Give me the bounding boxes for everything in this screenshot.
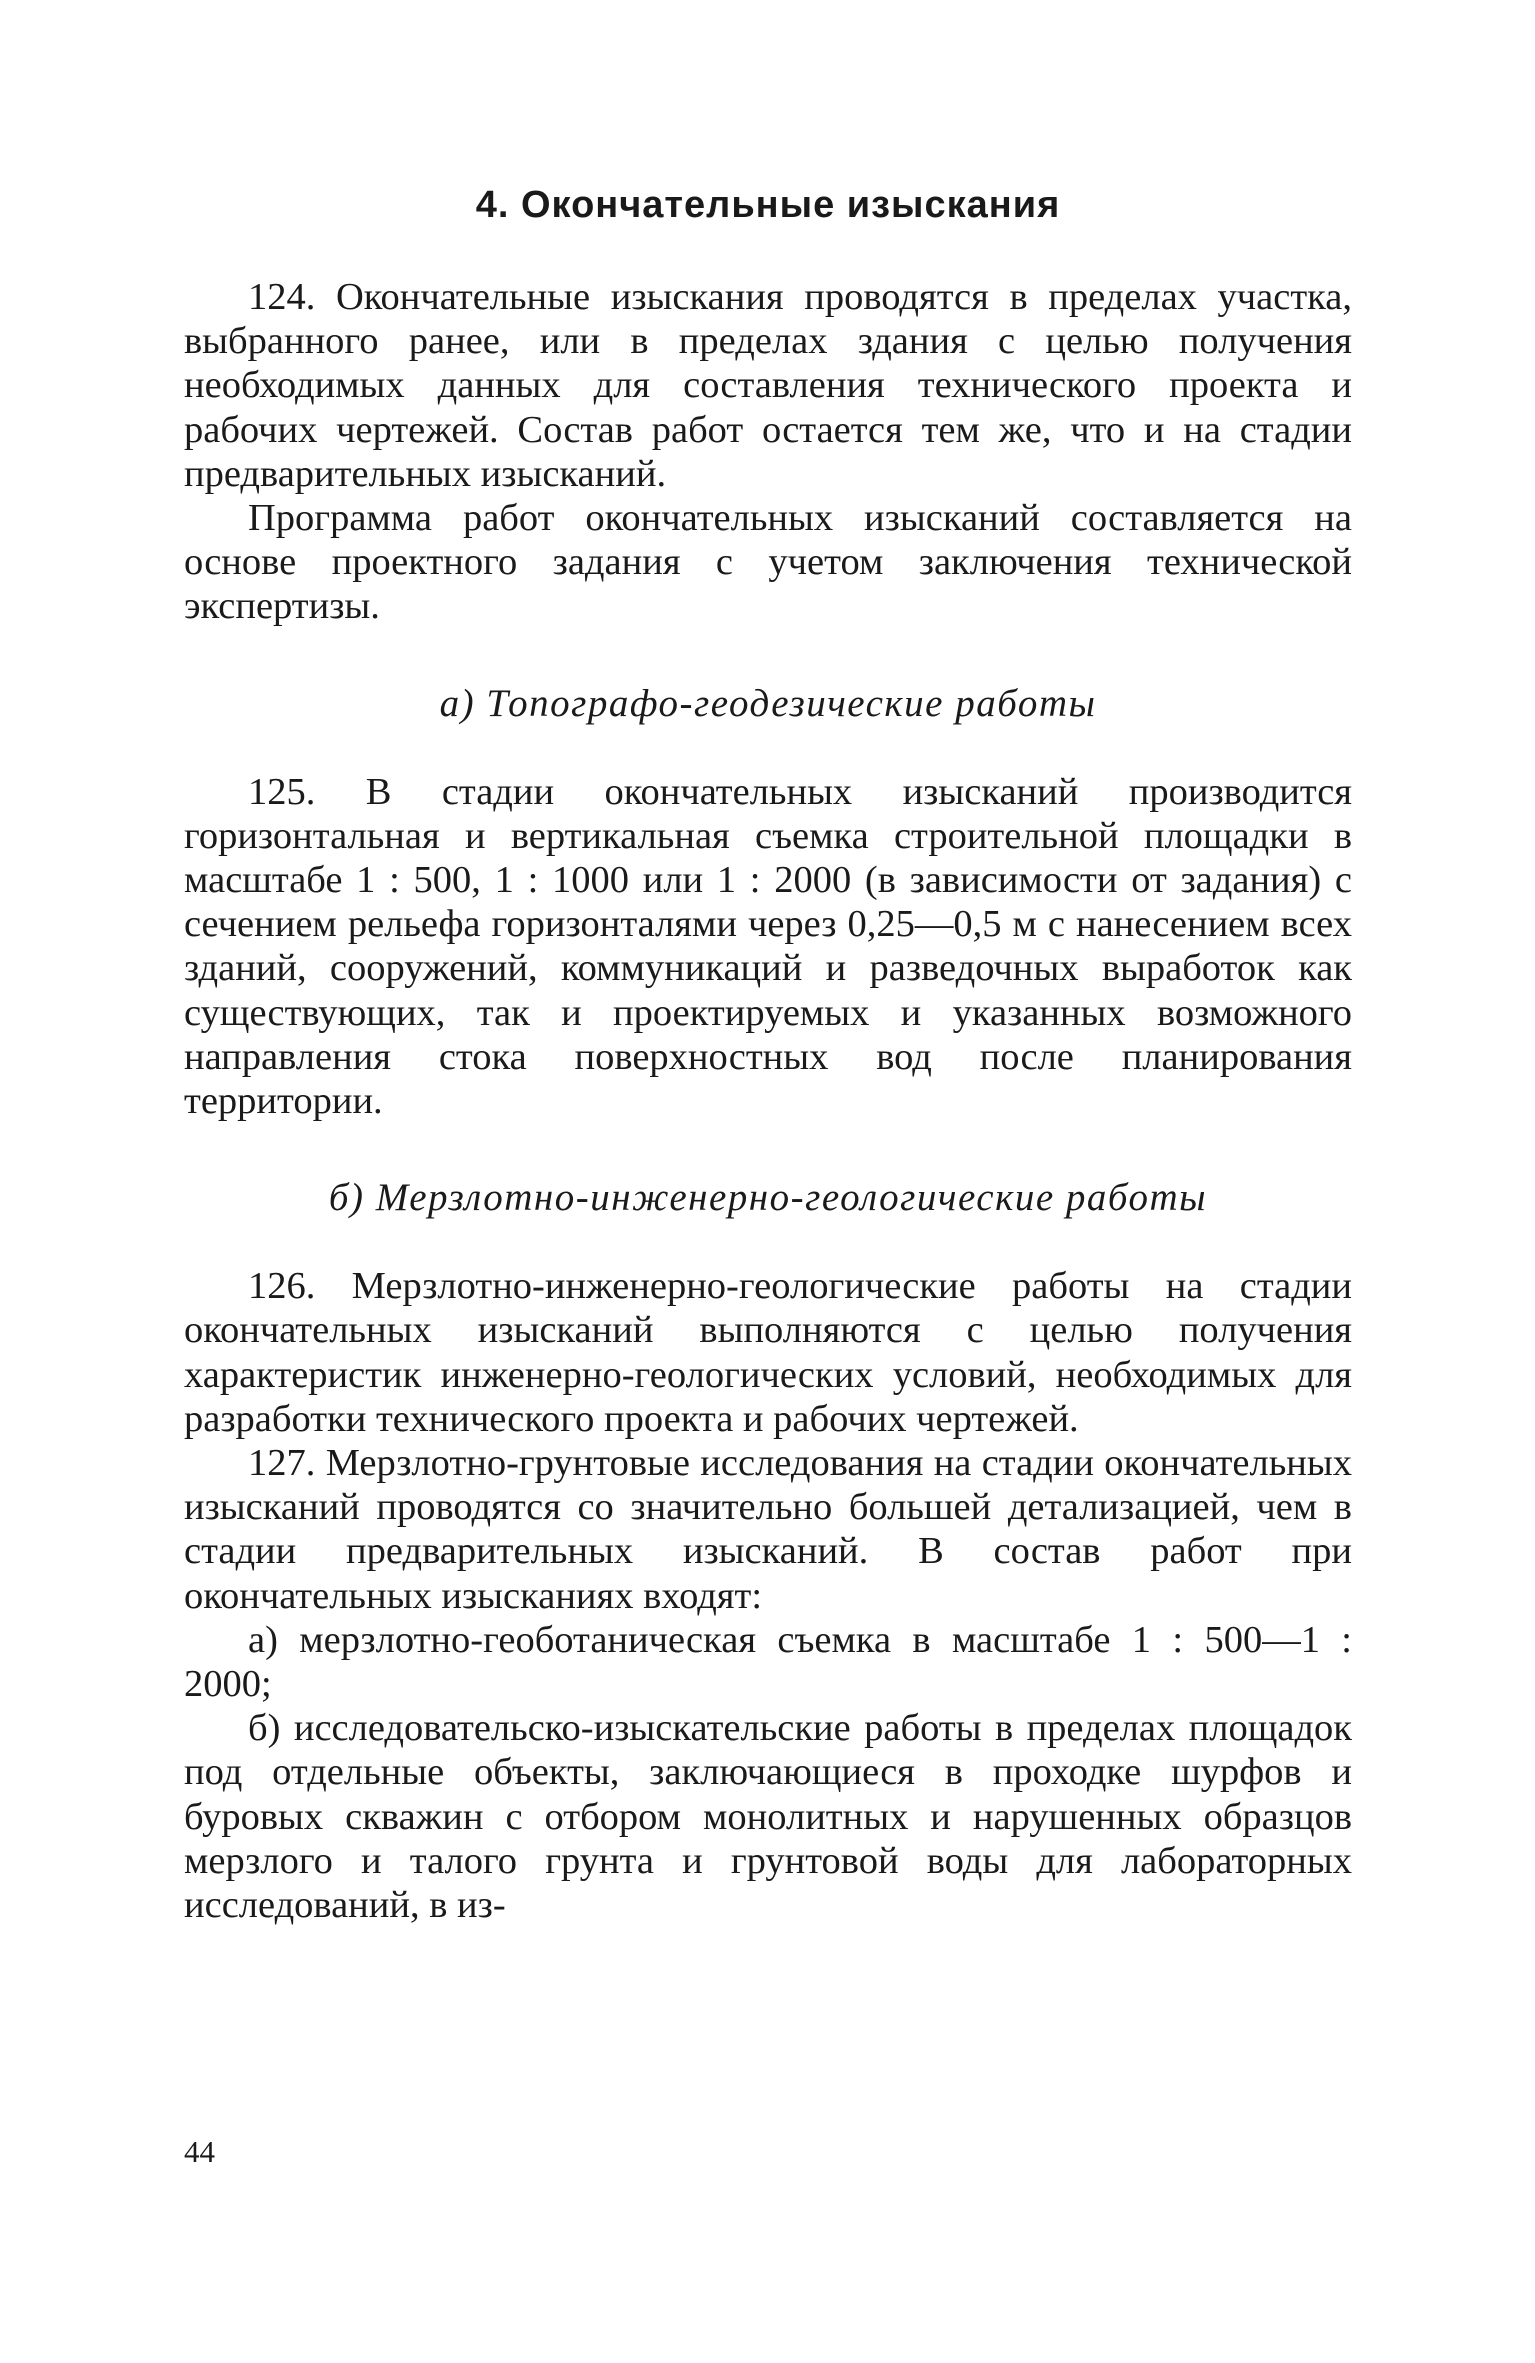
section-title: 4. Окончательные изыскания (475, 184, 1061, 226)
paragraph-127: 127. Мерзлотно-грунтовые исследования на стадии окончательных изысканий проводятся со значительно большей детализацией, чем в стадии предварительных изысканий. В состав работ при окончательных изысканиях входят: (184, 1442, 1352, 1617)
paragraph-125: 125. В стадии окончательных изысканий производится горизонтальная и вертикальная съемка строительной площадки в масштабе 1 : 500, 1 : 1000 или 1 : 2000 (в зависимости от задания) с сечением рельефа горизонталями через 0,25—0,5 м с нанесением всех зданий, сооружений, коммуникаций и разведочных выработок как существующих, так и проектируемых и указанных возможного направления стока поверхностных вод после планирования территории. (184, 770, 1352, 1123)
page-number: 44 (184, 2134, 215, 2169)
paragraph-124: 124. Окончательные изыскания проводятся в пределах участка, выбранного ранее, или в пределах здания с целью получения необходимых данных для составления технического проекта и рабочих чертежей. Состав работ остается тем же, что и на стадии предварительных изысканий. (184, 276, 1352, 495)
list-item-b: б) исследовательско-изыскательские работы в пределах площадок под отдельные объекты, заключающиеся в проходке шурфов и буровых скважин с отбором монолитных и нарушенных образцов мерзлого и талого грунта и грунтовой воды для лабораторных исследований, в из- (184, 1707, 1352, 1927)
paragraph-126: 126. Мерзлотно-инженерно-геологические работы на стадии окончательных изысканий выполняются с целью получения характеристик инженерно-геологических условий, необходимых для разработки технического проекта и рабочих чертежей. (184, 1265, 1352, 1440)
subheading-topographic: а) Топографо-геодезические работы (439, 681, 1097, 725)
paragraph-program: Программа работ окончательных изысканий составляется на основе проектного задания с учетом заключения технической экспертизы. (184, 497, 1352, 628)
list-item-a: а) мерзлотно-геоботаническая съемка в масштабе 1 : 500—1 : 2000; (184, 1618, 1352, 1706)
text-column (184, 184, 1352, 1927)
subheading-geological: б) Мерзлотно-инженерно-геологические работы (328, 1176, 1208, 1220)
